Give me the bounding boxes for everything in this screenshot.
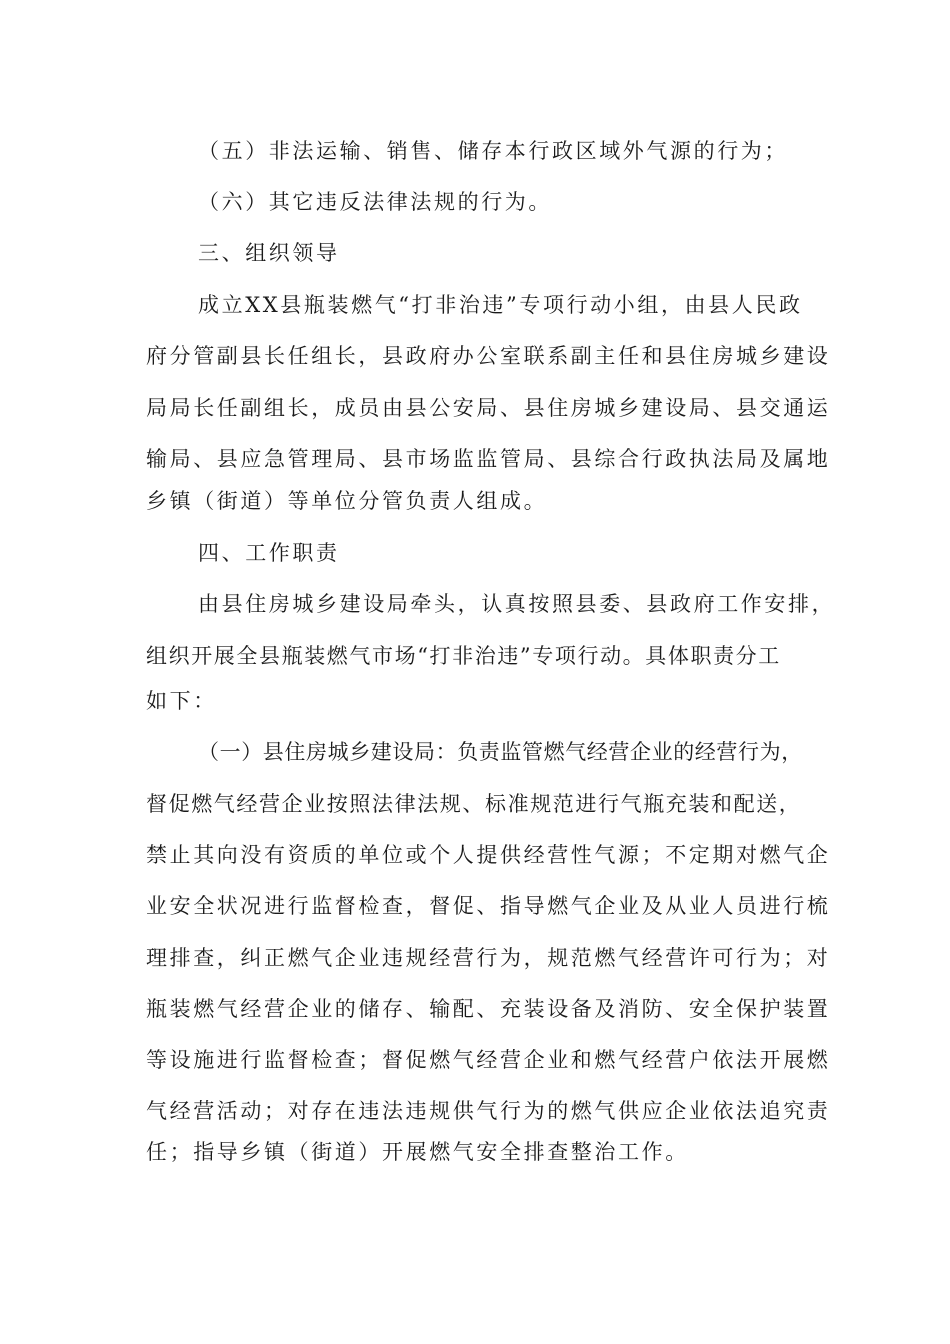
paragraph-line: 乡镇（街道）等单位分管负责人组成。 (146, 489, 548, 513)
section-heading-duties: 四、工作职责 (198, 541, 340, 565)
paragraph-line: 组织开展全县瓶装燃气市场“打非治违”专项行动。具体职责分工 (146, 644, 781, 668)
paragraph-line: 等设施进行监督检查；督促燃气经营企业和燃气经营户依法开展燃 (146, 1048, 831, 1072)
list-item-six: （六）其它违反法律法规的行为。 (198, 190, 552, 214)
paragraph-line: 府分管副县长任组长，县政府办公室联系副主任和县住房城乡建设 (146, 344, 831, 368)
section-heading-organization: 三、组织领导 (198, 241, 340, 265)
paragraph-line: 业安全状况进行监督检查，督促、指导燃气企业及从业人员进行梳 (146, 894, 831, 918)
paragraph-line: 如下： (146, 689, 217, 713)
paragraph-line: 成立XX县瓶装燃气“打非治违”专项行动小组，由县人民政 (198, 293, 803, 317)
paragraph-line: 禁止其向没有资质的单位或个人提供经营性气源；不定期对燃气企 (146, 843, 831, 867)
paragraph-line: 局局长任副组长，成员由县公安局、县住房城乡建设局、县交通运 (146, 396, 831, 420)
paragraph-line: 督促燃气经营企业按照法律法规、标准规范进行气瓶充装和配送， (146, 792, 802, 816)
paragraph-line: 任；指导乡镇（街道）开展燃气安全排查整治工作。 (146, 1140, 689, 1164)
paragraph-line: 气经营活动；对存在违法违规供气行为的燃气供应企业依法追究责 (146, 1099, 831, 1123)
paragraph-line: 由县住房城乡建设局牵头，认真按照县委、县政府工作安排， (198, 592, 836, 616)
paragraph-line: 理排查，纠正燃气企业违规经营行为，规范燃气经营许可行为；对 (146, 946, 831, 970)
list-item-one: （一）县住房城乡建设局：负责监管燃气经营企业的经营行为， (198, 740, 803, 764)
paragraph-line: 瓶装燃气经营企业的储存、输配、充装设备及消防、安全保护装置 (146, 997, 831, 1021)
list-item-five: （五）非法运输、销售、储存本行政区域外气源的行为； (198, 139, 788, 163)
paragraph-line: 输局、县应急管理局、县市场监监管局、县综合行政执法局及属地 (146, 447, 831, 471)
